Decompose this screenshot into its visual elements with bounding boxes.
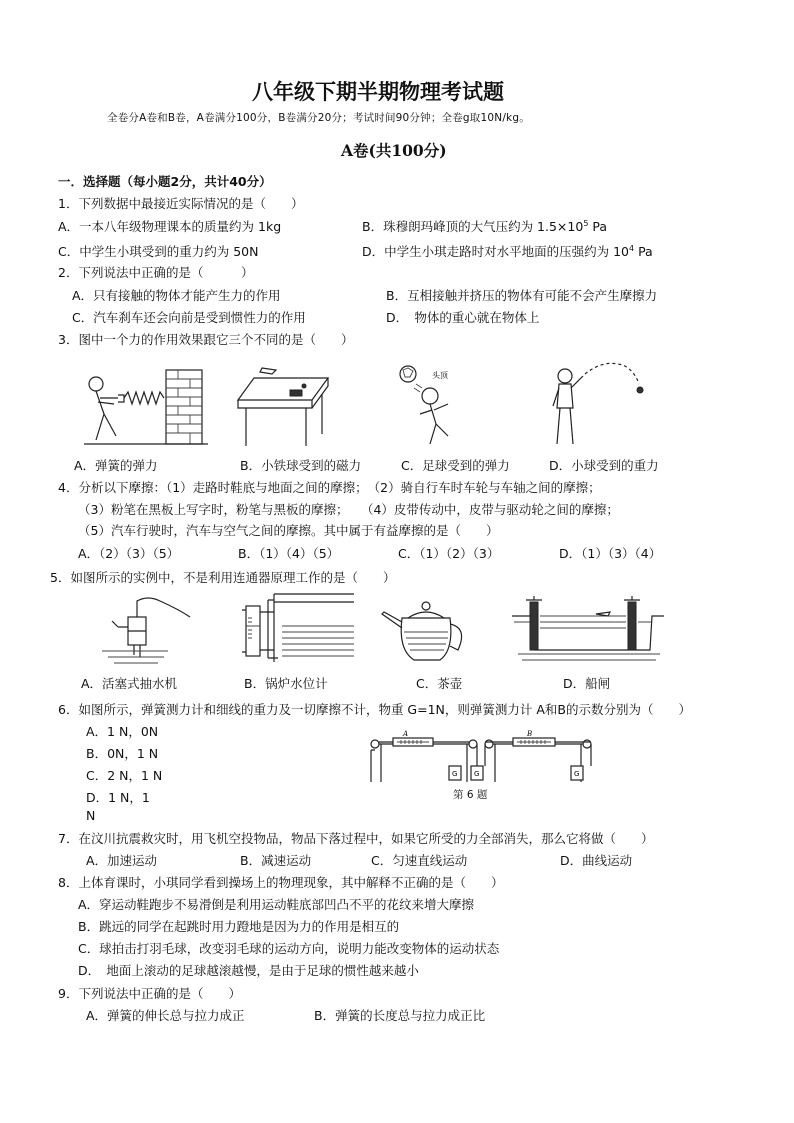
page-title: 八年级下期半期物理考试题 — [252, 79, 504, 104]
q5-option-a: A．活塞式抽水机 — [81, 676, 178, 691]
q2-option-a: A．只有接触的物体才能产生力的作用 — [72, 288, 281, 303]
q6-weight-mid: G — [474, 770, 480, 778]
q5-figure-boiler — [238, 592, 356, 664]
q6-weight-right: G — [574, 770, 580, 778]
q4-option-c: C．（1）（2）（3） — [398, 546, 500, 561]
q2-option-d: D． 物体的重心就在物体上 — [386, 310, 540, 325]
q1-option-b: B．珠穆朗玛峰顶的大气压约为 $1.5\times 10^5$ Pa — [362, 218, 608, 234]
q3-figure-magnet — [232, 364, 332, 452]
q8-option-a: A．穿运动鞋跑步不易滑倒是利用运动鞋底部凹凸不平的花纹来增大摩擦 — [78, 897, 475, 912]
q7-stem: 7．在汶川抗震救灾时，用飞机空投物品，物品下落过程中，如果它所受的力全部消失，那么它将做（ ） — [58, 831, 654, 846]
q5-figure-pump — [98, 595, 198, 665]
q5-figure-lock — [510, 592, 666, 664]
q6-label-b: B — [527, 730, 533, 738]
q2-option-b: B．互相接触并挤压的物体有可能不会产生摩擦力 — [386, 288, 658, 303]
q4-stem: 4．分析以下摩擦：（1）走路时鞋底与地面之间的摩擦； （2）骑自行车时车轮与车轴之间的摩擦； — [58, 480, 601, 495]
q6-option-d-cont: N — [86, 808, 96, 823]
q3-figure-label: 头顶 — [432, 371, 448, 380]
q4-line3: （5）汽车行驶时，汽车与空气之间的摩擦。其中属于有益摩擦的是（ ） — [78, 523, 499, 538]
q5-figure-teapot — [378, 594, 474, 666]
q3-figure-spring — [74, 362, 214, 452]
q5-option-d: D．船闸 — [563, 676, 611, 691]
q3-figure-throw — [545, 360, 655, 452]
q5-option-c: C．茶壶 — [416, 676, 463, 691]
q6-stem: 6．如图所示，弹簧测力计和细线的重力及一切摩擦不计，物重 G=1N，则弹簧测力计 A和B的示数分别为（ ） — [58, 702, 691, 717]
part1-heading: 一．选择题（每小题2分，共计40分） — [58, 174, 272, 189]
q8-stem: 8．上体育课时，小琪同学看到操场上的物理现象，其中解释不正确的是（ ） — [58, 875, 504, 890]
q2-stem: 2．下列说法中正确的是（ ） — [58, 265, 254, 280]
q3-option-c: C．足球受到的弹力 — [401, 458, 510, 473]
q6-option-a: A．1 N，0N — [86, 724, 159, 739]
q5-stem: 5．如图所示的实例中，不是利用连通器原理工作的是（ ） — [50, 570, 396, 585]
q3-option-b: B．小铁球受到的磁力 — [240, 458, 362, 473]
q1-option-a: A．一本八年级物理课本的质量约为 1kg — [58, 219, 282, 234]
q8-option-b: B．跳远的同学在起跳时用力蹬地是因为力的作用是相互的 — [78, 919, 400, 934]
q1-stem: 1．下列数据中最接近实际情况的是（ ） — [58, 196, 304, 211]
q9-option-a: A．弹簧的伸长总与拉力成正 — [86, 1008, 245, 1023]
q1-option-c: C．中学生小琪受到的重力约为 50N — [58, 244, 259, 259]
q6-option-d: D．1 N，1 — [86, 790, 150, 805]
q6-option-b: B．0N，1 N — [86, 746, 159, 761]
q5-option-b: B．锅炉水位计 — [244, 676, 328, 691]
q3-stem: 3．图中一个力的作用效果跟它三个不同的是（ ） — [58, 332, 354, 347]
q6-figure — [365, 730, 597, 786]
q6-option-c: C．2 N，1 N — [86, 768, 163, 783]
q7-option-b: B．减速运动 — [240, 853, 312, 868]
q4-option-b: B．（1）（4）（5） — [238, 546, 340, 561]
q3-option-d: D．小球受到的重力 — [549, 458, 659, 473]
section-a-title: A卷(共100分) — [341, 141, 447, 160]
q4-option-d: D．（1）（3）（4） — [559, 546, 662, 561]
exam-instructions: 全卷分A卷和B卷，A卷满分100分，B卷满分20分；考试时间90分钟；全卷g取10N/kg。 — [107, 112, 530, 124]
q6-weight-left: G — [452, 770, 458, 778]
q7-option-d: D．曲线运动 — [560, 853, 633, 868]
q1-option-d: D．中学生小琪走路时对水平地面的压强约为 $10^4$ Pa — [362, 243, 653, 259]
q3-figure-football — [396, 364, 476, 452]
q4-line2: （3）粉笔在黑板上写字时，粉笔与黑板的摩擦； （4）皮带传动中，皮带与驱动轮之间的摩擦； — [78, 502, 619, 517]
q7-option-a: A．加速运动 — [86, 853, 158, 868]
q9-stem: 9．下列说法中正确的是（ ） — [58, 986, 241, 1001]
q2-option-c: C．汽车刹车还会向前是受到惯性力的作用 — [72, 310, 306, 325]
q9-option-b: B．弹簧的长度总与拉力成正比 — [314, 1008, 486, 1023]
q4-option-a: A．（2）（3）（5） — [78, 546, 180, 561]
q6-label-a: A — [403, 730, 409, 738]
q3-option-a: A．弹簧的弹力 — [74, 458, 158, 473]
q6-figure-caption: 第 6 题 — [453, 789, 488, 801]
q7-option-c: C．匀速直线运动 — [371, 853, 468, 868]
q8-option-d: D． 地面上滚动的足球越滚越慢，是由于足球的惯性越来越小 — [78, 963, 419, 978]
q8-option-c: C．球拍击打羽毛球，改变羽毛球的运动方向，说明力能改变物体的运动状态 — [78, 941, 500, 956]
